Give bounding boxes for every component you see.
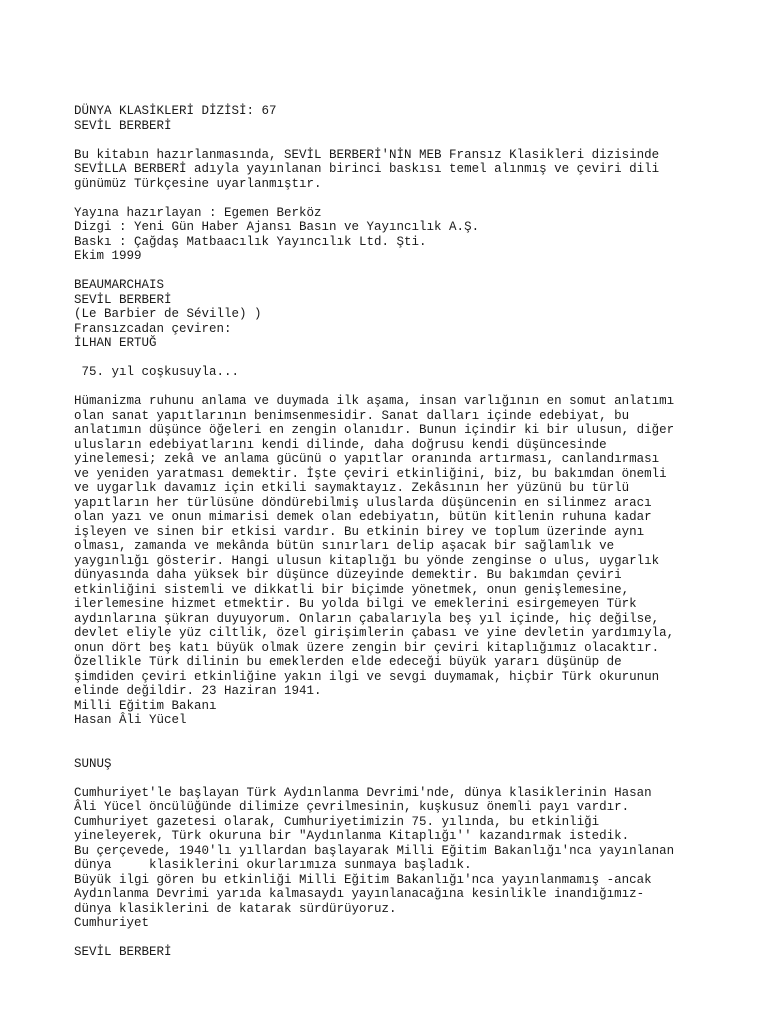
- foreword-line: yapıtların her türlüsüne döndürebilmiş uluslarda düşüncenin en silinmez aracı: [74, 495, 652, 510]
- foreword-line: anlatımın düşünce öğeleri en zengin olanıdır. Bunun içindir ki bir ulusun, diğer: [74, 423, 675, 437]
- sunus-line: yineleyerek, Türk okuruna bir "Aydınlanma Kitaplığı'' kazandırmak istedik.: [74, 829, 630, 843]
- book-info-block: [74, 278, 734, 351]
- foreword-line: olan yazı ve onun mimarisi demek olan edebiyatın, bütün kitlenin ruhuna kadar: [74, 510, 652, 524]
- foreword-line: ulusların edebiyatlarını kendi dilinde, daha doğrusu kendi düşüncesinde: [74, 437, 607, 452]
- foreword-paragraph: [74, 394, 734, 728]
- foreword-line: ilerlemesine hizmet etmektir. Bu yolda bilgi ve emeklerini esirgemeyen Türk: [74, 597, 637, 611]
- spacer: [74, 380, 734, 395]
- intro-line: Bu kitabın hazırlanmasında, SEVİL BERBERİ'NİN MEB Fransız Klasikleri dizisinde: [74, 147, 660, 162]
- foreword-line: olması, zamanda ve mekânda bütün sınırları delip aşacak bir sağlamlık ve: [74, 539, 615, 553]
- sunus-line: dünya klasiklerini de katarak sürdürüyoruz.: [74, 901, 397, 916]
- foreword-line: şimdiden çeviri etkinliğine yakın ilgi ve sevgi duymamak, hiçbir Türk okurunun: [74, 669, 660, 684]
- intro-line: günümüz Türkçesine uyarlanmıştır.: [74, 176, 322, 191]
- spacer: [74, 931, 734, 946]
- date-line: Ekim 1999: [74, 249, 142, 263]
- author-name: BEAUMARCHAIS: [74, 278, 165, 292]
- foreword-line: ve uygarlık davamız için etkili saymaktayız. Zekâsının her yüzünü bu türlü: [74, 481, 630, 495]
- sunus-line: Cumhuriyet gazetesi olarak, Cumhuriyetimizin 75. yılında, bu etkinliği: [74, 814, 600, 829]
- intro-line: SEVİLLA BERBERİ adıyla yayınlanan birinci baskısı temel alınmış ve çeviri dili: [74, 162, 660, 176]
- book-title-original: (Le Barbier de Séville) ): [74, 307, 262, 321]
- foreword-line: ve yeniden yaratması demektir. İşte çeviri etkinliğini, biz, bu bakımdan önemli: [74, 466, 667, 481]
- spacer: [74, 264, 734, 279]
- foreword-line: onun dört beş katı büyük olmak üzere zengin bir çeviri kitaplığımız olacaktır.: [74, 640, 660, 655]
- translator-name: İLHAN ERTUĞ: [74, 336, 157, 350]
- sunus-line: Âli Yücel öncülüğünde dilimize çevrilmesinin, kuşkusuz önemli payı vardır.: [74, 800, 630, 814]
- series-line: DÜNYA KLASİKLERİ DİZİSİ: 67: [74, 104, 277, 118]
- section-heading: SUNUŞ: [74, 756, 112, 771]
- spacer: [74, 191, 734, 206]
- book-title: SEVİL BERBERİ: [74, 118, 172, 133]
- foreword-line: elinde değildir. 23 Haziran 1941.: [74, 684, 322, 698]
- book-title-tr: SEVİL BERBERİ: [74, 292, 172, 307]
- signature-name: Hasan Âli Yücel: [74, 713, 187, 727]
- sunus-section: [74, 757, 734, 931]
- foreword-line: işleyen ve sinen bir etkisi vardır. Bu etkinin birey ve toplum üzerinde aynı: [74, 524, 645, 539]
- translator-label: Fransızcadan çeviren:: [74, 321, 232, 336]
- sunus-line: Cumhuriyet'le başlayan Türk Aydınlanma Devrimi'nde, dünya klasiklerinin Hasan: [74, 785, 652, 800]
- sunus-line: dünya klasiklerini okurlarımıza sunmaya başladık.: [74, 858, 472, 872]
- foreword-line: dünyasında daha yüksek bir düşünce düzeyinde demektir. Bu bakımdan çeviri: [74, 568, 622, 582]
- foreword-line: etkinliğini sistemli ve dikkatli bir biçimde yönetmek, onun genişlemesine,: [74, 582, 630, 597]
- spacer: [74, 133, 734, 148]
- sunus-line: Aydınlanma Devrimi yarıda kalmasaydı yayınlanacağına kesinlikle inandığımız-: [74, 887, 645, 901]
- spacer: [74, 351, 734, 366]
- credits-block: [74, 206, 734, 264]
- document-text: [74, 104, 734, 960]
- footer-title: SEVİL BERBERİ: [74, 945, 172, 959]
- spacer: [74, 728, 734, 757]
- foreword-line: aydınlarına şükran duyuyorum. Onların çabalarıyla beş yıl içinde, hiç değilse,: [74, 611, 660, 626]
- foreword-line: devlet eliyle yüz ciltlik, özel girişimlerin çabası ve yine devletin yardımıyla,: [74, 626, 675, 640]
- foreword-line: Hümanizma ruhunu anlama ve duymada ilk aşama, insan varlığının en somut anlatımı: [74, 394, 675, 408]
- foreword-line: olan sanat yapıtlarının benimsenmesidir. Sanat dalları içinde edebiyat, bu: [74, 408, 630, 423]
- sunus-line: Bu çerçevede, 1940'lı yıllardan başlayarak Milli Eğitim Bakanlığı'nca yayınlanan: [74, 843, 675, 858]
- signature-title: Milli Eğitim Bakanı: [74, 698, 217, 713]
- foreword-line: Özellikle Türk dilinin bu emeklerden elde edeceği büyük yararı düşünüp de: [74, 655, 622, 669]
- printing-line: Baskı : Çağdaş Matbaacılık Yayıncılık Ltd. Şti.: [74, 234, 427, 249]
- foreword-line: yaygınlığı gösterir. Hangi ulusun kitaplığı bu yönde zenginse o ulus, uygarlık: [74, 553, 660, 568]
- typesetting-line: Dizgi : Yeni Gün Haber Ajansı Basın ve Yayıncılık A.Ş.: [74, 220, 480, 234]
- foreword-line: yinelemesi; zekâ ve anlama gücünü o yapıtlar oranında artırması, canlandırması: [74, 452, 660, 466]
- sunus-line: Büyük ilgi gören bu etkinliği Milli Eğitim Bakanlığı'nca yayınlanmamış -ancak: [74, 872, 652, 887]
- spacer: [74, 771, 734, 786]
- intro-paragraph: [74, 148, 734, 192]
- editor-line: Yayına hazırlayan : Egemen Berköz: [74, 205, 322, 220]
- anniversary-line: 75. yıl coşkusuyla...: [74, 365, 240, 379]
- publisher-signature: Cumhuriyet: [74, 916, 150, 930]
